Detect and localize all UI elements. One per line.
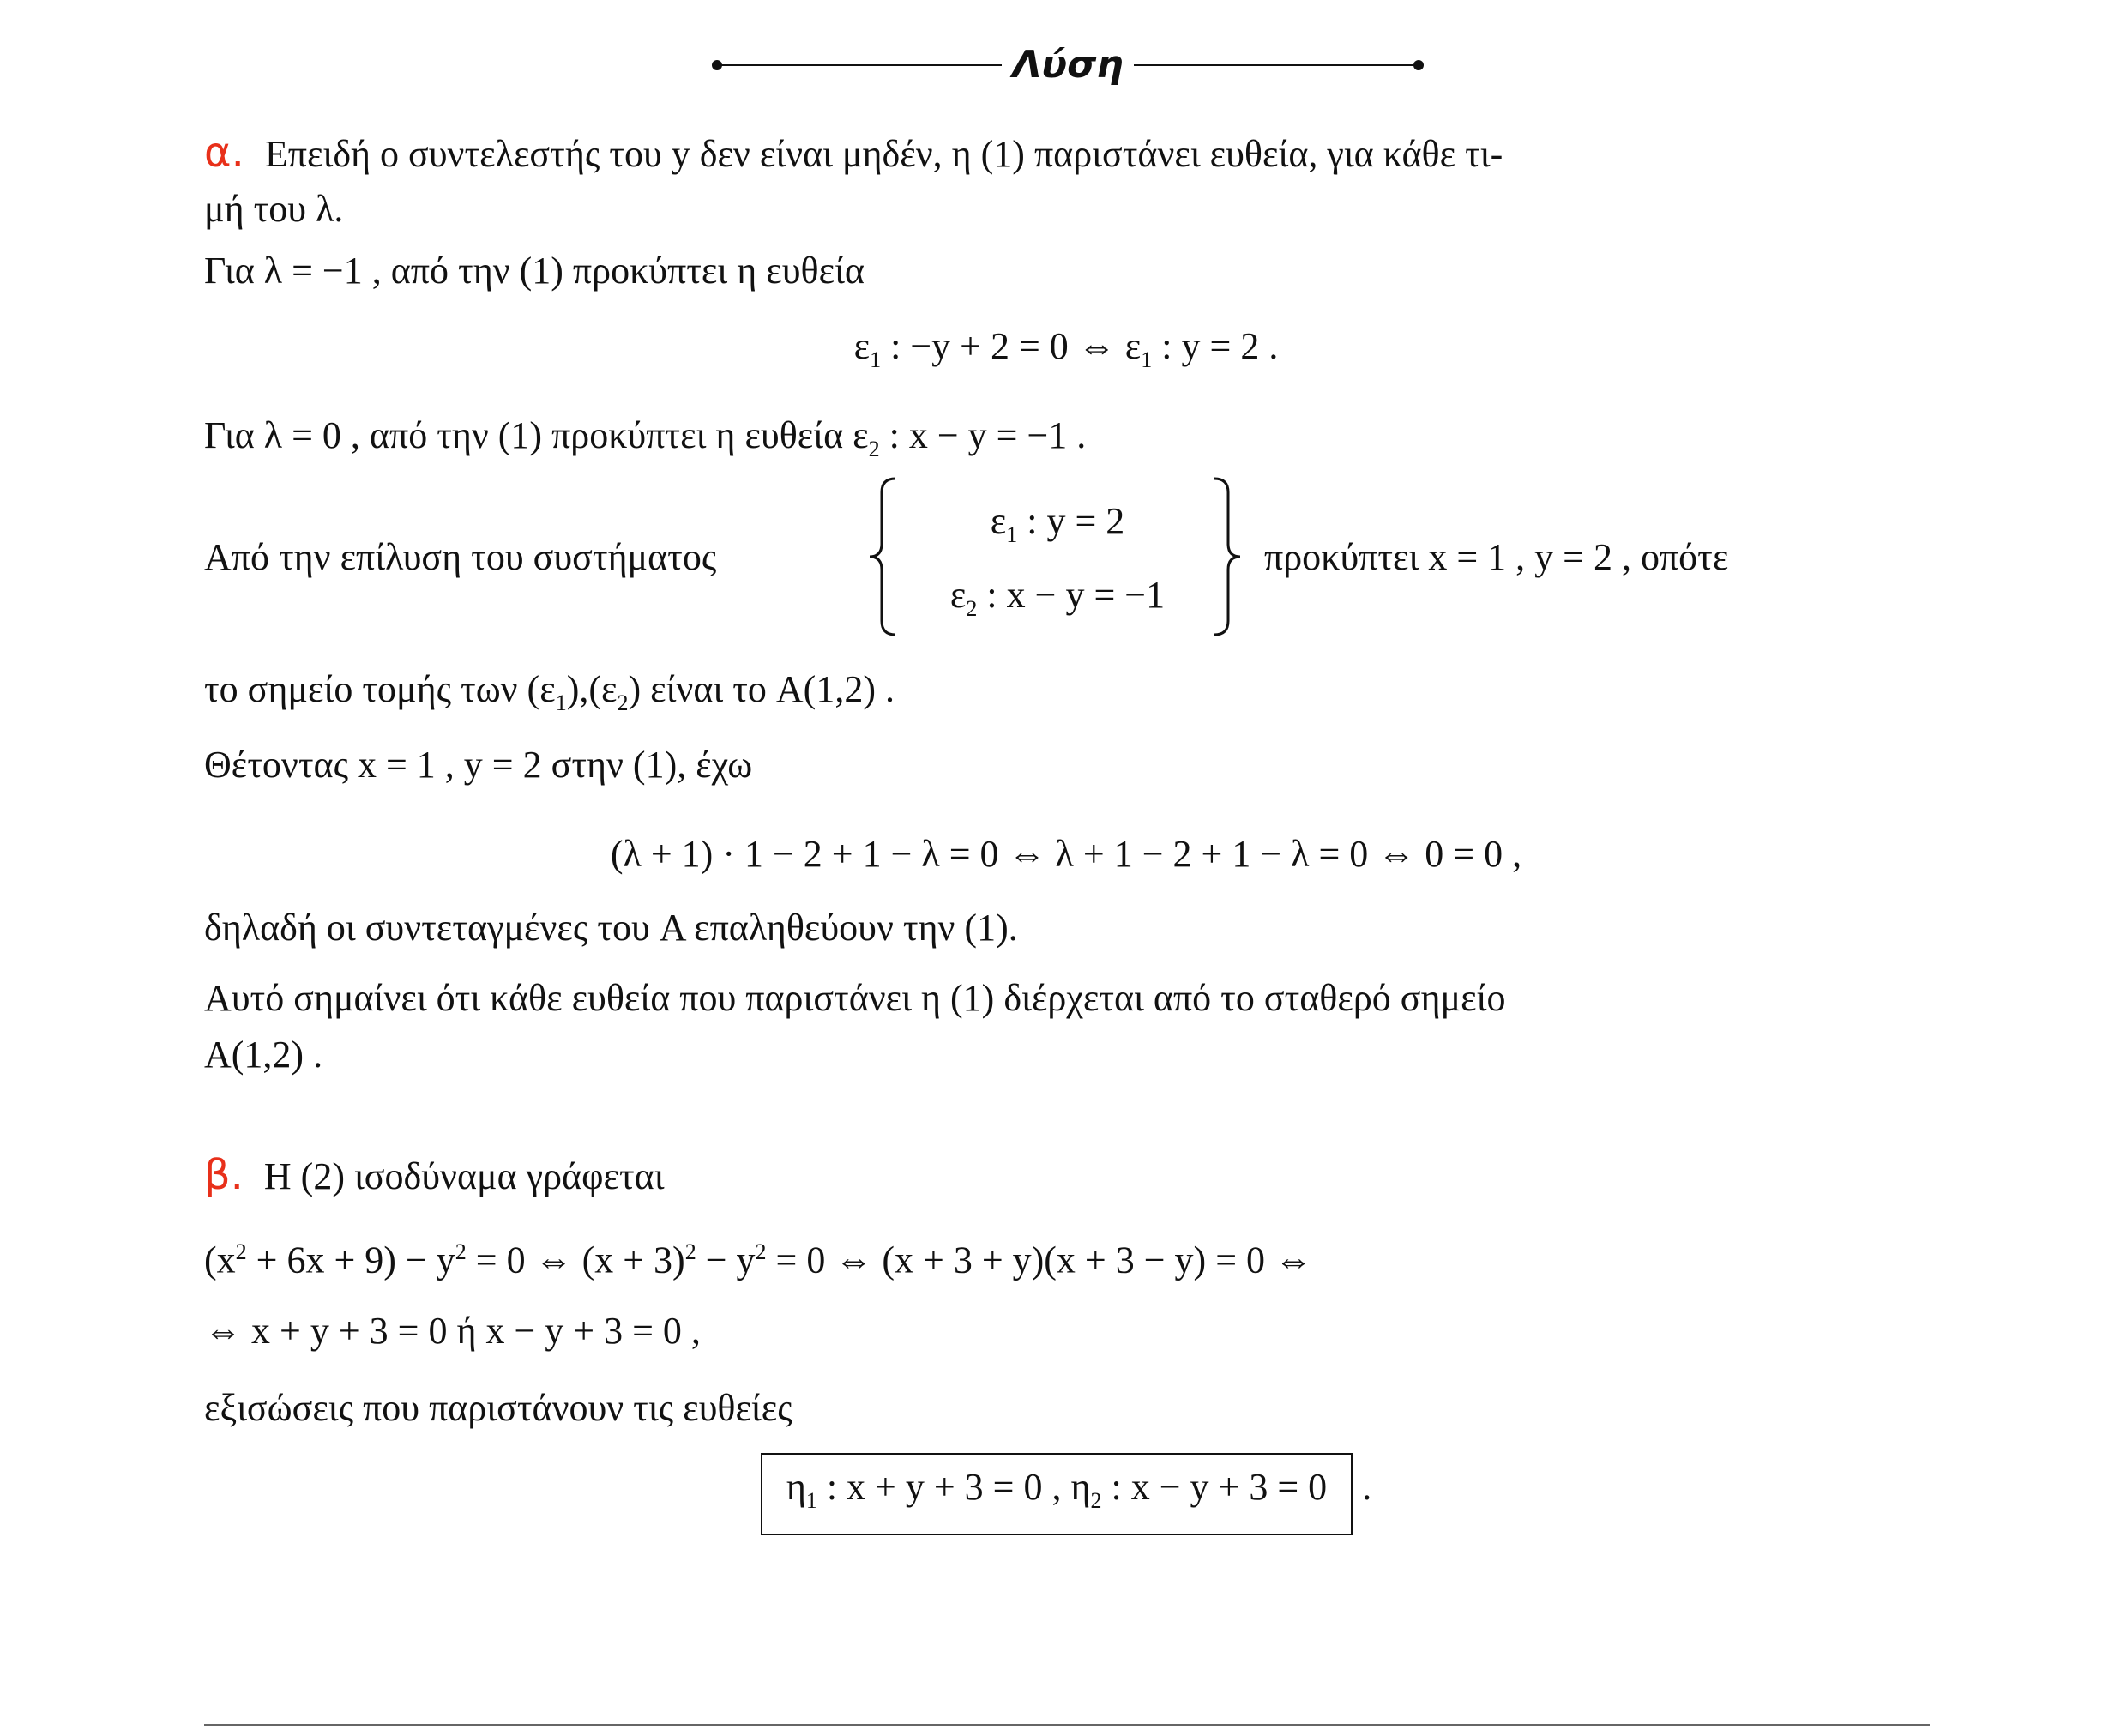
part-a-line-9: A(1,2) . — [204, 1034, 323, 1076]
part-b-equation-1 — [204, 1227, 1312, 1287]
boxed-sub1: 1 — [805, 1488, 817, 1513]
eq1-eps-sub-2: 1 — [1141, 347, 1153, 372]
boxed-post: : x − y + 3 = 0 — [1101, 1466, 1328, 1508]
sys-eq2-post: : x − y = −1 — [977, 574, 1166, 616]
part-a-line-2: μή του λ. — [204, 188, 344, 230]
boxed-period: . — [1353, 1466, 1372, 1508]
left-brace-icon — [866, 477, 901, 636]
part-a-equation-1 — [204, 321, 1928, 386]
part-a-line-6: Θέτοντας x = 1 , y = 2 στην (1), έχω — [204, 744, 753, 786]
line5-mid: ),(ε — [566, 668, 618, 710]
part-b-equation-2: ⇔ x + y + 3 = 0 ή x − y + 3 = 0 , — [204, 1310, 701, 1352]
boxed-equations — [761, 1453, 1353, 1535]
pb-eq1-sup1: 2 — [235, 1239, 247, 1264]
boxed-sub2: 2 — [1090, 1488, 1102, 1513]
pb-eq1-sup2: 2 — [455, 1239, 467, 1264]
pb-eq1-a: (x — [204, 1239, 236, 1281]
eq1-end: : y = 2 . — [1152, 325, 1279, 367]
part-b-text-1: Η (2) ισοδύναμα γράφεται — [263, 1155, 665, 1197]
header-left-rule — [717, 64, 1002, 66]
part-a-line-4 — [204, 410, 1086, 475]
part-b-boxed-result — [204, 1453, 1928, 1535]
boxed-eta1: η — [786, 1466, 806, 1508]
part-a-equation-2: (λ + 1) · 1 − 2 + 1 − λ = 0 ⇔ λ + 1 − 2 + 1 − λ = 0 ⇔ 0 = 0 , — [610, 833, 1522, 875]
eq1-eps: ε — [853, 325, 871, 367]
sys-eq1-post: : y = 2 — [1017, 500, 1125, 542]
sys-eq1-sub: 1 — [1006, 522, 1018, 547]
part-b-label: β. — [204, 1151, 244, 1199]
header-right-rule — [1134, 64, 1417, 66]
line4-pre: Για λ = 0 , από την (1) προκύπτει η ευθεία ε — [204, 414, 869, 456]
boxed-mid: : x + y + 3 = 0 , η — [816, 1466, 1091, 1508]
line4-post: : x − y = −1 . — [879, 414, 1087, 456]
part-a-line-1 — [204, 127, 1503, 180]
part-a-line-3: Για λ = −1 , από την (1) προκύπτει η ευθεία — [204, 250, 865, 292]
part-a-line-7: δηλαδή οι συντεταγμένες του A επαληθεύουν την (1). — [204, 907, 1018, 949]
header-right-dot — [1413, 60, 1424, 70]
system-result: προκύπτει x = 1 , y = 2 , οπότε — [1264, 536, 1729, 578]
sys-eq2-eps: ε — [949, 574, 967, 616]
eq1-middle: : −y + 2 = 0 ⇔ ε — [881, 325, 1142, 367]
part-a-text-1: Επειδή ο συντελεστής του y δεν είναι μηδέν, η (1) παριστάνει ευθεία, για κάθε τι- — [264, 133, 1503, 175]
system-eq-2 — [907, 570, 1208, 635]
part-a-line-8: Αυτό σημαίνει ότι κάθε ευθεία που παριστάνει η (1) διέρχεται από το σταθερό σημείο — [204, 977, 1506, 1019]
pb-eq1-e: = 0 ⇔ (x + 3 + y)(x + 3 − y) = 0 ⇔ — [766, 1239, 1313, 1281]
system-eq-1 — [907, 496, 1208, 561]
part-b-line-1 — [204, 1149, 665, 1203]
eq1-eps-sub: 1 — [870, 347, 882, 372]
line5-sub1: 1 — [555, 690, 567, 715]
line5-post: ) είναι το A(1,2) . — [628, 668, 895, 710]
pb-eq1-sup3: 2 — [684, 1239, 696, 1264]
solution-header — [712, 39, 1424, 91]
line5-pre: το σημείο τομής των (ε — [204, 668, 556, 710]
line5-sub2: 2 — [617, 690, 629, 715]
sys-eq2-sub: 2 — [966, 596, 978, 621]
pb-eq1-d: − y — [696, 1239, 756, 1281]
system-label: Από την επίλυση του συστήματος — [204, 536, 717, 578]
pb-eq1-c: = 0 ⇔ (x + 3) — [466, 1239, 685, 1281]
header-title: Λύση — [1012, 43, 1124, 87]
pb-eq1-b: + 6x + 9) − y — [246, 1239, 455, 1281]
right-brace-icon — [1209, 477, 1244, 636]
bottom-rule — [204, 1724, 1930, 1726]
part-a-line-5 — [204, 664, 895, 729]
pb-eq1-sup4: 2 — [755, 1239, 767, 1264]
part-b-line-2: εξισώσεις που παριστάνουν τις ευθείες — [204, 1387, 792, 1429]
equation-system — [204, 477, 1928, 648]
sys-eq1-eps: ε — [990, 500, 1007, 542]
line4-sub: 2 — [868, 437, 880, 461]
part-a-label: α. — [204, 129, 244, 177]
